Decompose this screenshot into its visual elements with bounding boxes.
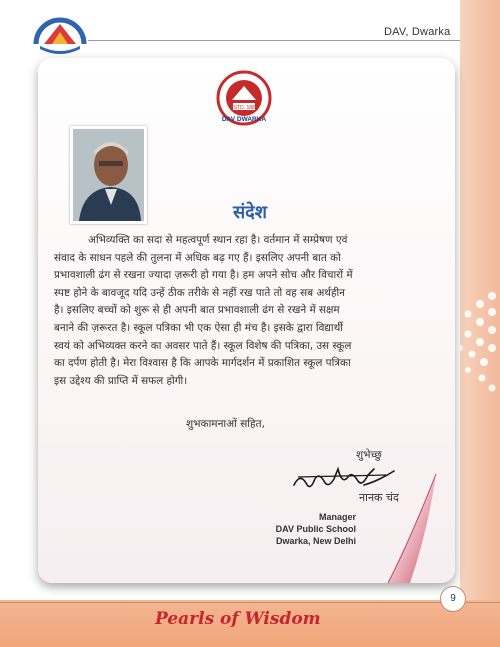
message-heading: संदेश bbox=[233, 202, 267, 223]
school-name: DAV Public School bbox=[275, 524, 356, 534]
manager-role: Manager bbox=[318, 512, 356, 522]
message-line: संवाद के साधन पहले की तुलना में अधिक बढ़ गए हैं। इसलिए अपनी बात को bbox=[54, 251, 341, 264]
message-line: प्रभावशाली ढंग से रखना ज्यादा ज़रूरी हो गया है। हम अपने सोच और विचारों में bbox=[54, 269, 353, 282]
message-line: स्पष्ट होने के बावजूद यदि उन्हें ठीक तरीके से नहीं रख पाते तो वह सब अर्थहीन bbox=[54, 286, 345, 299]
closing-line: शुभकामनाओं सहित, bbox=[186, 418, 265, 430]
school-logo-icon bbox=[30, 14, 90, 56]
page-header bbox=[0, 0, 500, 60]
sign-label: शुभेच्छु bbox=[356, 449, 382, 461]
message-line: स्वयं को अभिव्यक्त करने का अवसर पाते हैं। स्कूल विशेष की पत्रिका, उस स्कूल bbox=[54, 339, 352, 352]
page-curl-icon bbox=[380, 470, 440, 585]
message-body bbox=[54, 232, 442, 390]
message-line: का दर्पण होती है। मेरा विश्वास है कि आपके मार्गदर्शन में प्रकाशित स्कूल पत्रिका bbox=[54, 357, 351, 370]
school-location: Dwarka, New Delhi bbox=[275, 536, 356, 546]
page-number: 9 bbox=[440, 586, 466, 612]
header-rule bbox=[88, 40, 460, 41]
footer-title: Pearls of Wisdom bbox=[155, 609, 321, 629]
footer-rule bbox=[0, 602, 500, 603]
message-line: है। इसलिए बच्चों को शुरू से ही अपनी बात प्रभावशाली ढंग से रखने में सक्षम bbox=[54, 304, 340, 317]
message-line: बनाने की ज़रूरत है। स्कूल पत्रिका भी एक ऐसा ही मंच है। इसके द्वारा विद्यार्थी bbox=[54, 321, 343, 334]
message-line: इस उद्देश्य की प्राप्ति में सफल होगी। bbox=[54, 374, 188, 387]
message-line: अभिव्यक्ति का सदा से महत्वपूर्ण स्थान रहा है। वर्तमान में सम्प्रेषण एवं bbox=[88, 234, 348, 246]
brand-tag: DAV, Dwarka bbox=[384, 26, 451, 38]
seal-caption: DAV DWARKA bbox=[221, 116, 267, 123]
seal-estd: ESTD. 1886 bbox=[230, 105, 258, 111]
manager-name: नानक चंद bbox=[359, 491, 399, 504]
